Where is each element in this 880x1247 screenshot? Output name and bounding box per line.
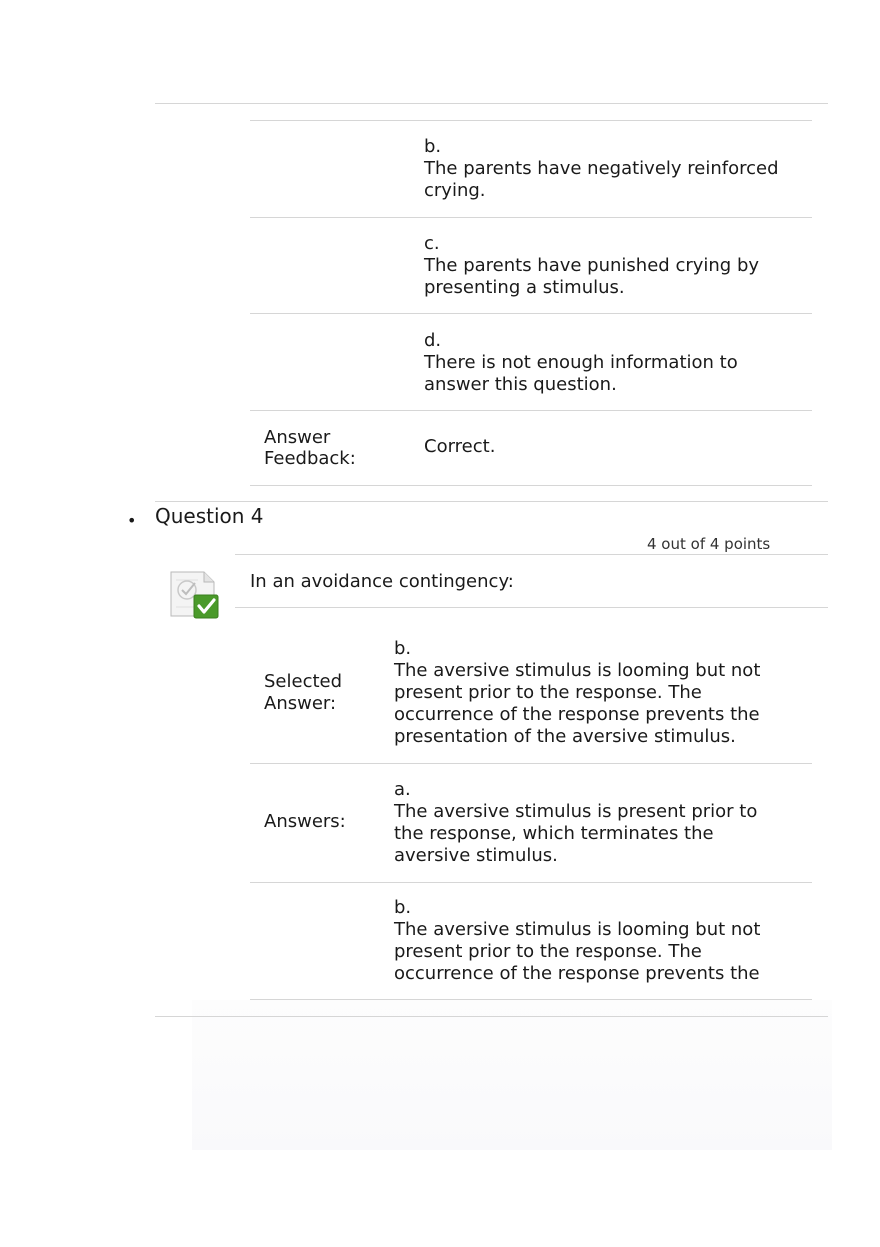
answer-text: aversive stimulus. — [394, 845, 558, 866]
divider — [250, 485, 812, 486]
answer-text: The aversive stimulus is looming but not — [394, 660, 761, 681]
answer-text: occurrence of the response prevents the — [394, 704, 760, 725]
divider — [250, 313, 812, 314]
selected-answer-label: Answer: — [264, 693, 337, 714]
divider — [250, 120, 812, 121]
divider — [250, 763, 812, 764]
divider — [250, 217, 812, 218]
answer-text: The aversive stimulus is looming but not — [394, 919, 761, 940]
answer-text: answer this question. — [424, 374, 617, 395]
divider — [250, 999, 812, 1000]
divider — [155, 501, 828, 502]
feedback-value: Correct. — [424, 436, 496, 457]
divider — [235, 554, 828, 555]
answer-letter: b. — [394, 638, 412, 659]
question-title: Question 4 — [155, 504, 264, 528]
answer-letter: b. — [394, 897, 412, 918]
question-prompt: In an avoidance contingency: — [250, 571, 514, 592]
divider — [155, 103, 828, 104]
divider — [250, 410, 812, 411]
answer-text: There is not enough information to — [424, 352, 738, 373]
answer-letter: b. — [424, 136, 442, 157]
points-score: 4 out of 4 points — [647, 535, 771, 553]
answer-text: presenting a stimulus. — [424, 277, 625, 298]
answer-text: The parents have negatively reinforced — [424, 158, 779, 179]
answers-label: Answers: — [264, 811, 346, 832]
feedback-label: Answer — [264, 427, 331, 448]
answer-text: present prior to the response. The — [394, 682, 702, 703]
answer-text: present prior to the response. The — [394, 941, 702, 962]
correct-check-icon — [168, 569, 222, 621]
page-shade — [192, 1000, 832, 1150]
divider — [155, 1016, 828, 1017]
selected-answer-label: Selected — [264, 671, 343, 692]
answer-text: crying. — [424, 180, 486, 201]
answer-text: occurrence of the response prevents the — [394, 963, 760, 984]
answer-text: The aversive stimulus is present prior to — [394, 801, 758, 822]
answer-text: presentation of the aversive stimulus. — [394, 726, 736, 747]
bullet: • — [127, 511, 137, 530]
divider — [250, 882, 812, 883]
answer-letter: a. — [394, 779, 411, 800]
answer-letter: d. — [424, 330, 442, 351]
answer-letter: c. — [424, 233, 440, 254]
answer-text: the response, which terminates the — [394, 823, 714, 844]
answer-text: The parents have punished crying by — [424, 255, 760, 276]
divider — [235, 607, 828, 608]
feedback-label: Feedback: — [264, 448, 356, 469]
